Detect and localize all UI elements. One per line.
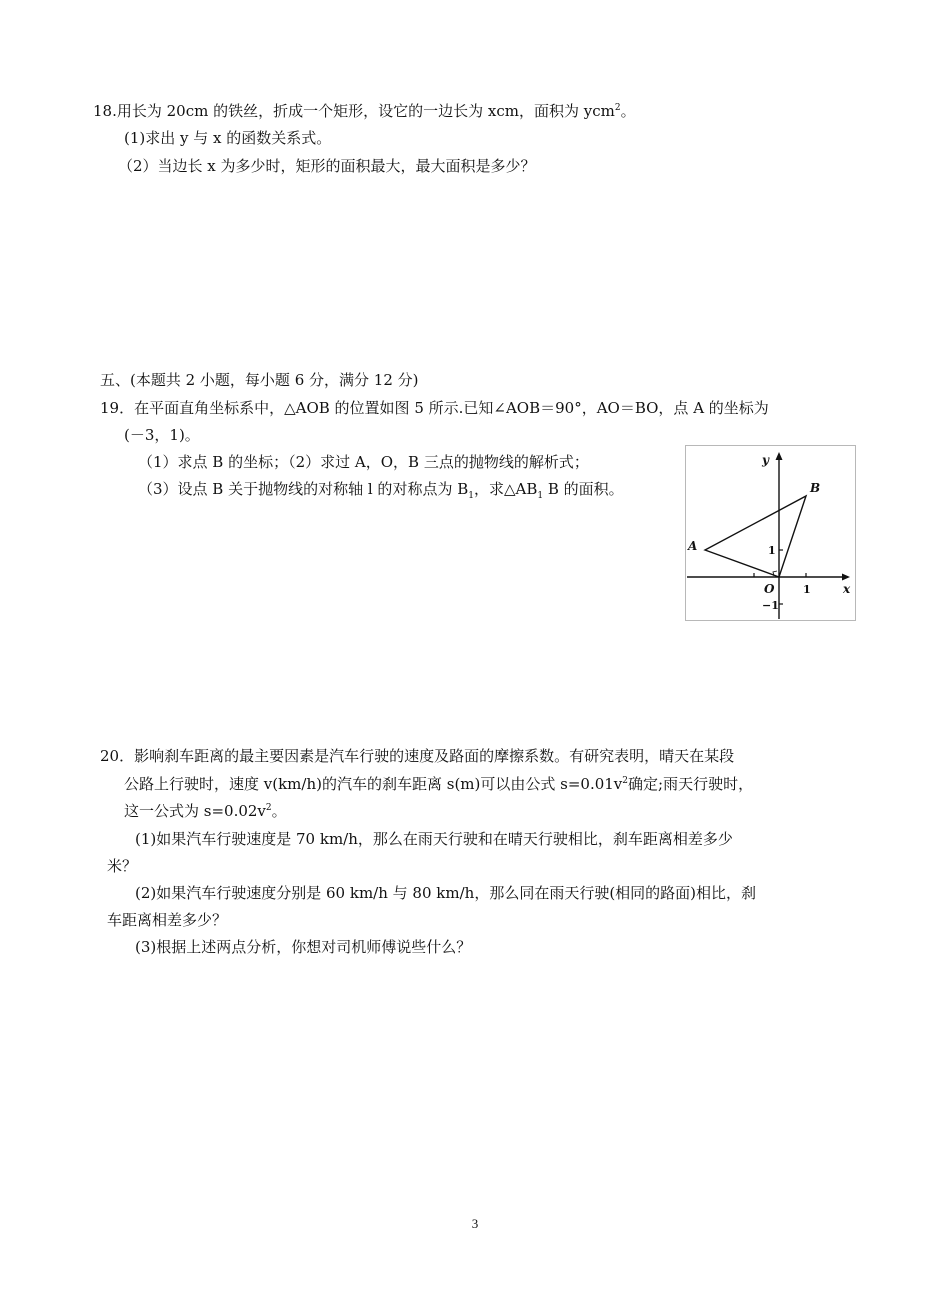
- triangle-aob: [705, 496, 806, 577]
- q19-line2: (－3，1)。: [124, 426, 200, 444]
- q20-part2-a: (2)如果汽车行驶速度分别是 60 km/h 与 80 km/h，那么同在雨天行驶(相同的路面)相比，刹: [135, 884, 757, 902]
- q20-part1-b: 米？: [107, 857, 138, 875]
- q20-part1-a: (1)如果汽车行驶速度是 70 km/h，那么在雨天行驶和在晴天行驶相比，刹车距离相差多少: [135, 830, 733, 848]
- q20-line3: [124, 801, 287, 821]
- label-b: B: [810, 481, 821, 495]
- label-x: x: [843, 582, 851, 596]
- q20-part3: (3)根据上述两点分析，你想对司机师傅说些什么？: [135, 938, 472, 956]
- q19-line1: 19．在平面直角坐标系中，△AOB 的位置如图 5 所示.已知∠AOB＝90°，AO＝BO，点 A 的坐标为: [100, 399, 769, 417]
- q18-part2: （2）当边长 x 为多少时，矩形的面积最大，最大面积是多少？: [118, 157, 536, 175]
- tick-label-y-1: 1: [768, 544, 776, 557]
- tick-label-x-1: 1: [803, 583, 811, 596]
- label-y: y: [762, 453, 769, 467]
- q20-line3-text-a: 这一公式为 s=0.02v: [124, 802, 266, 820]
- q20-line3-text-b: 。: [271, 802, 287, 820]
- figure-5: [685, 445, 856, 621]
- q19-part3-text-a: （3）设点 B 关于抛物线的对称轴 l 的对称点为 B: [138, 480, 469, 498]
- y-axis-arrow: [776, 452, 783, 460]
- section5-heading: 五、(本题共 2 小题，每小题 6 分，满分 12 分): [100, 371, 419, 389]
- q19-part3-text-b: ，求△AB: [473, 480, 538, 498]
- q19-part12: （1）求点 B 的坐标；（2）求过 A，O，B 三点的抛物线的解析式；: [138, 453, 589, 471]
- q19-part3-sub1: 1: [468, 491, 474, 501]
- q18-stem-sup: 2: [614, 103, 621, 113]
- coordinate-figure: [686, 446, 855, 620]
- q20-part2-b: 车距离相差多少？: [107, 911, 228, 929]
- q20-line1: 20．影响刹车距离的最主要因素是汽车行驶的速度及路面的摩擦系数。有研究表明，晴天在某段: [100, 747, 735, 765]
- q20-line2: [124, 774, 753, 794]
- tick-label-neg1: −1: [762, 599, 779, 612]
- q18-stem: [93, 101, 636, 121]
- q20-line3-sup: 2: [265, 803, 272, 813]
- q19-part3-text-c: B 的面积。: [543, 480, 624, 498]
- q19-part3: [138, 479, 624, 499]
- q18-part1: (1)求出 y 与 x 的函数关系式。: [124, 129, 332, 147]
- q20-line2-text-b: 确定;雨天行驶时，: [628, 775, 754, 793]
- q20-line2-text-a: 公路上行驶时，速度 v(km/h)的汽车的刹车距离 s(m)可以由公式 s=0.01v: [124, 775, 623, 793]
- q18-stem-text: 18.用长为 20cm 的铁丝，折成一个矩形，设它的一边长为 xcm，面积为 ycm: [93, 102, 615, 120]
- x-axis-arrow: [842, 574, 850, 581]
- label-a: A: [688, 539, 698, 553]
- label-o: O: [764, 582, 775, 596]
- q20-line2-sup: 2: [622, 776, 629, 786]
- q18-stem-end: 。: [620, 102, 636, 120]
- page-number: 3: [471, 1216, 479, 1231]
- q19-part3-sub2: 1: [537, 491, 544, 501]
